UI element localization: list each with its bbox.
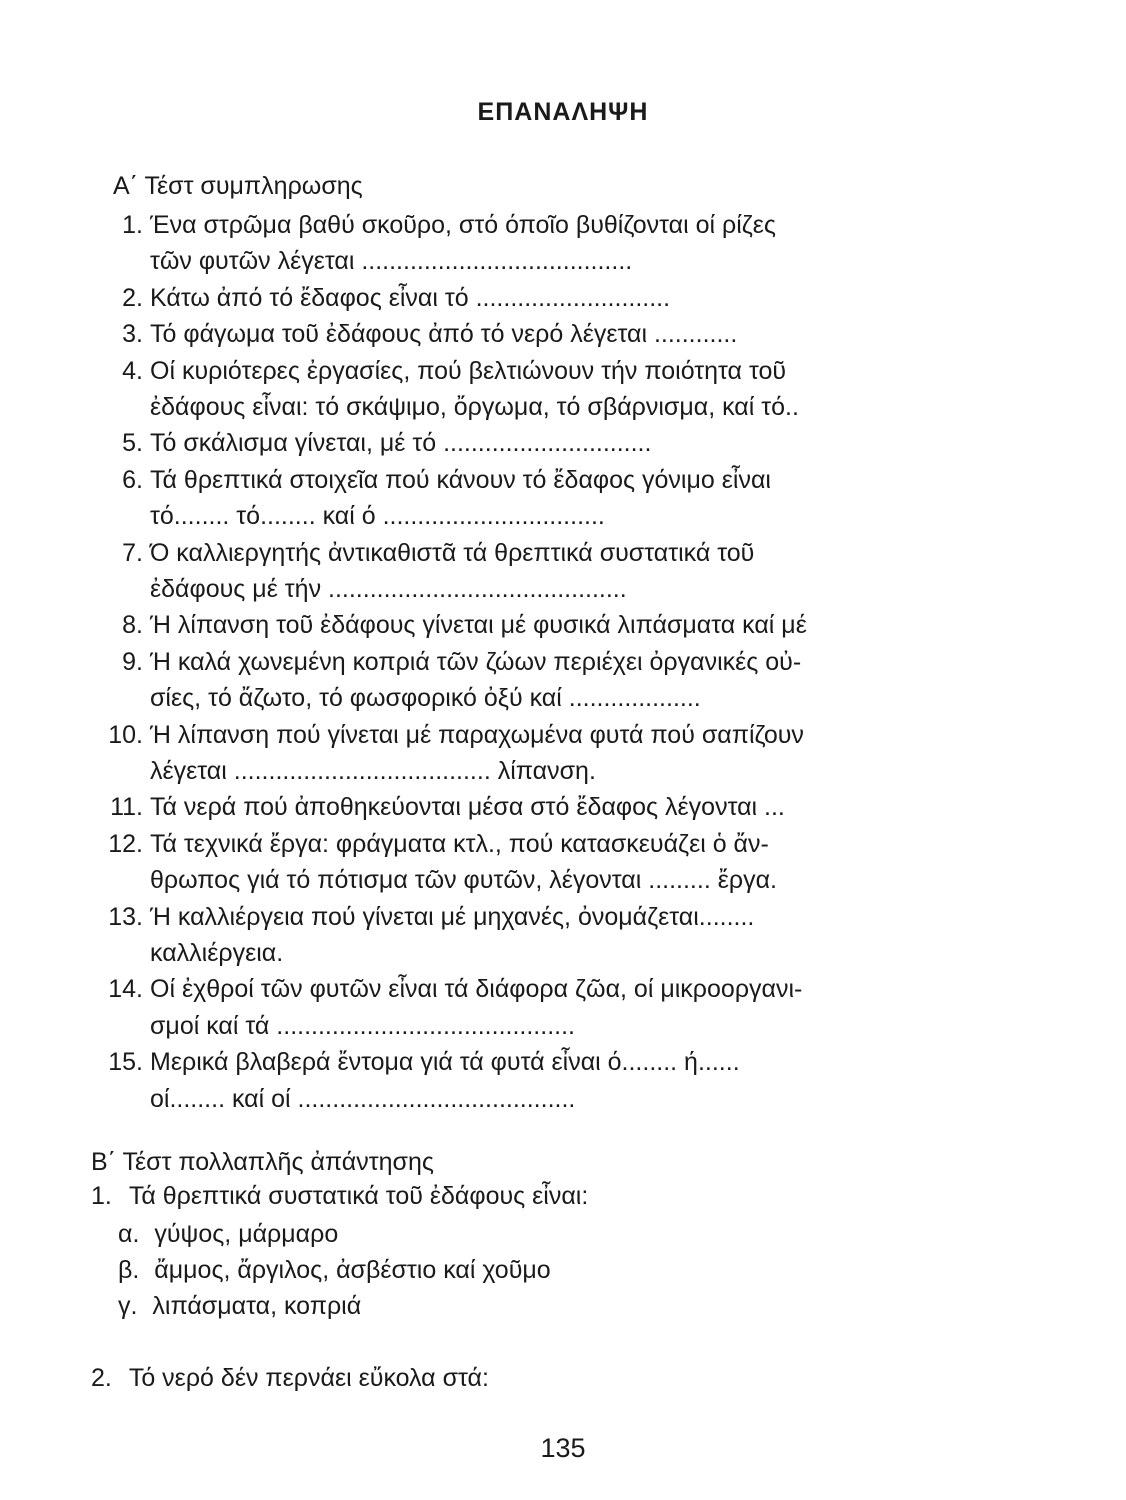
item-line: Τά θρεπτικά στοιχεῖα πού κάνουν τό ἔδαφος γόνιμο εἶναι — [150, 466, 771, 494]
item-line: τό........ τό........ καί ό ................................ — [150, 502, 605, 530]
item-line: οί........ καί οί ........................................ — [150, 1085, 576, 1113]
item-line: Οί κυριότερες ἐργασίες, πού βελτιώνουν τήν ποιότητα τοῦ — [150, 357, 787, 385]
item-number: 3. — [122, 320, 143, 348]
option-a — [118, 1219, 338, 1249]
item-line: Ή καλλιέργεια πού γίνεται μέ μηχανές, ὀνομάζεται........ — [150, 903, 755, 931]
option-text: λιπάσματα, κοπριά — [152, 1292, 362, 1320]
item-number: 13. — [108, 903, 143, 931]
question-b1 — [91, 1181, 588, 1211]
option-text: γύψος, μάρμαρο — [154, 1220, 339, 1248]
item-line: θρωπος γιά τό πότισμα τῶν φυτῶν, λέγονται ......... ἔργα. — [150, 866, 777, 894]
question-text: Τά θρεπτικά συστατικά τοῦ ἐδάφους εἶναι: — [128, 1182, 589, 1210]
item-number: 1. — [122, 211, 143, 239]
section-a-heading: Α΄ Τέστ συμπληρωσης — [113, 172, 363, 200]
item-line: Τά τεχνικά ἔργα: φράγματα κτλ., πού κατασκευάζει ὁ ἄν- — [150, 830, 769, 858]
item-line: Ή λίπανση πού γίνεται μέ παραχωμένα φυτά πού σαπίζουν — [150, 721, 804, 749]
item-line: Τό σκάλισμα γίνεται, μέ τό .............................. — [150, 429, 652, 457]
item-line: Ένα στρῶμα βαθύ σκοῦρο, στό όποῖο βυθίζονται οί ρίζες — [150, 211, 776, 239]
item-line: Ό καλλιεργητής ἀντικαθιστᾶ τά θρεπτικά συστατικά τοῦ — [150, 539, 755, 567]
item-line: λέγεται ..................................... λίπανση. — [150, 757, 596, 785]
item-number: 2. — [122, 284, 143, 312]
option-letter: α. — [118, 1220, 140, 1248]
item-number: 4. — [122, 357, 143, 385]
item-line: Μερικά βλαβερά ἔντομα γιά τά φυτά εἶναι ό........ ή...... — [150, 1048, 740, 1076]
item-line: Ή λίπανση τοῦ ἐδάφους γίνεται μέ φυσικά λιπάσματα καί μέ — [150, 611, 807, 639]
item-number: 6. — [122, 466, 143, 494]
option-b — [118, 1255, 551, 1285]
item-line: καλλιέργεια. — [150, 939, 284, 967]
item-line: Κάτω ἀπό τό ἔδαφος εἶναι τό ............................ — [150, 284, 671, 312]
item-number: 5. — [122, 429, 143, 457]
item-number: 9. — [122, 648, 143, 676]
item-line: σμοί καί τά ........................................... — [150, 1012, 575, 1040]
option-letter: γ. — [118, 1292, 138, 1320]
item-line: Οί ἐχθροί τῶν φυτῶν εἶναι τά διάφορα ζῶα, οί μικροοργανι- — [150, 975, 803, 1003]
item-number: 10. — [108, 721, 143, 749]
item-line: Τά νερά πού ἀποθηκεύονται μέσα στό ἔδαφος λέγονται ... — [150, 793, 785, 821]
question-number: 1. — [91, 1182, 112, 1210]
item-line: ἐδάφους μέ τήν ........................................... — [150, 575, 627, 603]
item-line: Ή καλά χωνεμένη κοπριά τῶν ζώων περιέχει ὀργανικές οὐ- — [150, 648, 802, 676]
question-text: Τό νερό δέν περνάει εὔκολα στά: — [128, 1364, 489, 1392]
section-b-heading: Β΄ Τέστ πολλαπλῆς ἀπάντησης — [91, 1148, 434, 1176]
question-number: 2. — [91, 1364, 112, 1392]
item-number: 12. — [108, 830, 143, 858]
item-number: 11. — [110, 793, 143, 821]
item-line: ἐδάφους εἶναι: τό σκάψιμο, ὄργωμα, τό σβάρνισμα, καί τό.. — [150, 393, 799, 421]
item-line: τῶν φυτῶν λέγεται ....................................... — [150, 247, 633, 275]
page-title: ΕΠΑΝΑΛΗΨΗ — [477, 98, 649, 126]
item-number: 8. — [122, 611, 143, 639]
item-line: σίες, τό ἄζωτο, τό φωσφορικό ὀξύ καί ................... — [150, 684, 701, 712]
item-number: 7. — [122, 539, 143, 567]
question-b2 — [91, 1363, 489, 1393]
option-c — [118, 1291, 361, 1321]
item-number: 14. — [108, 975, 143, 1003]
item-number: 15. — [108, 1048, 143, 1076]
option-letter: β. — [118, 1256, 140, 1284]
item-line: Τό φάγωμα τοῦ ἐδάφους ἀπό τό νερό λέγεται ............ — [150, 320, 738, 348]
option-text: ἄμμος, ἄργιλος, ἀσβέστιο καί χοῦμο — [154, 1256, 551, 1284]
page-number: 135 — [540, 1433, 586, 1463]
